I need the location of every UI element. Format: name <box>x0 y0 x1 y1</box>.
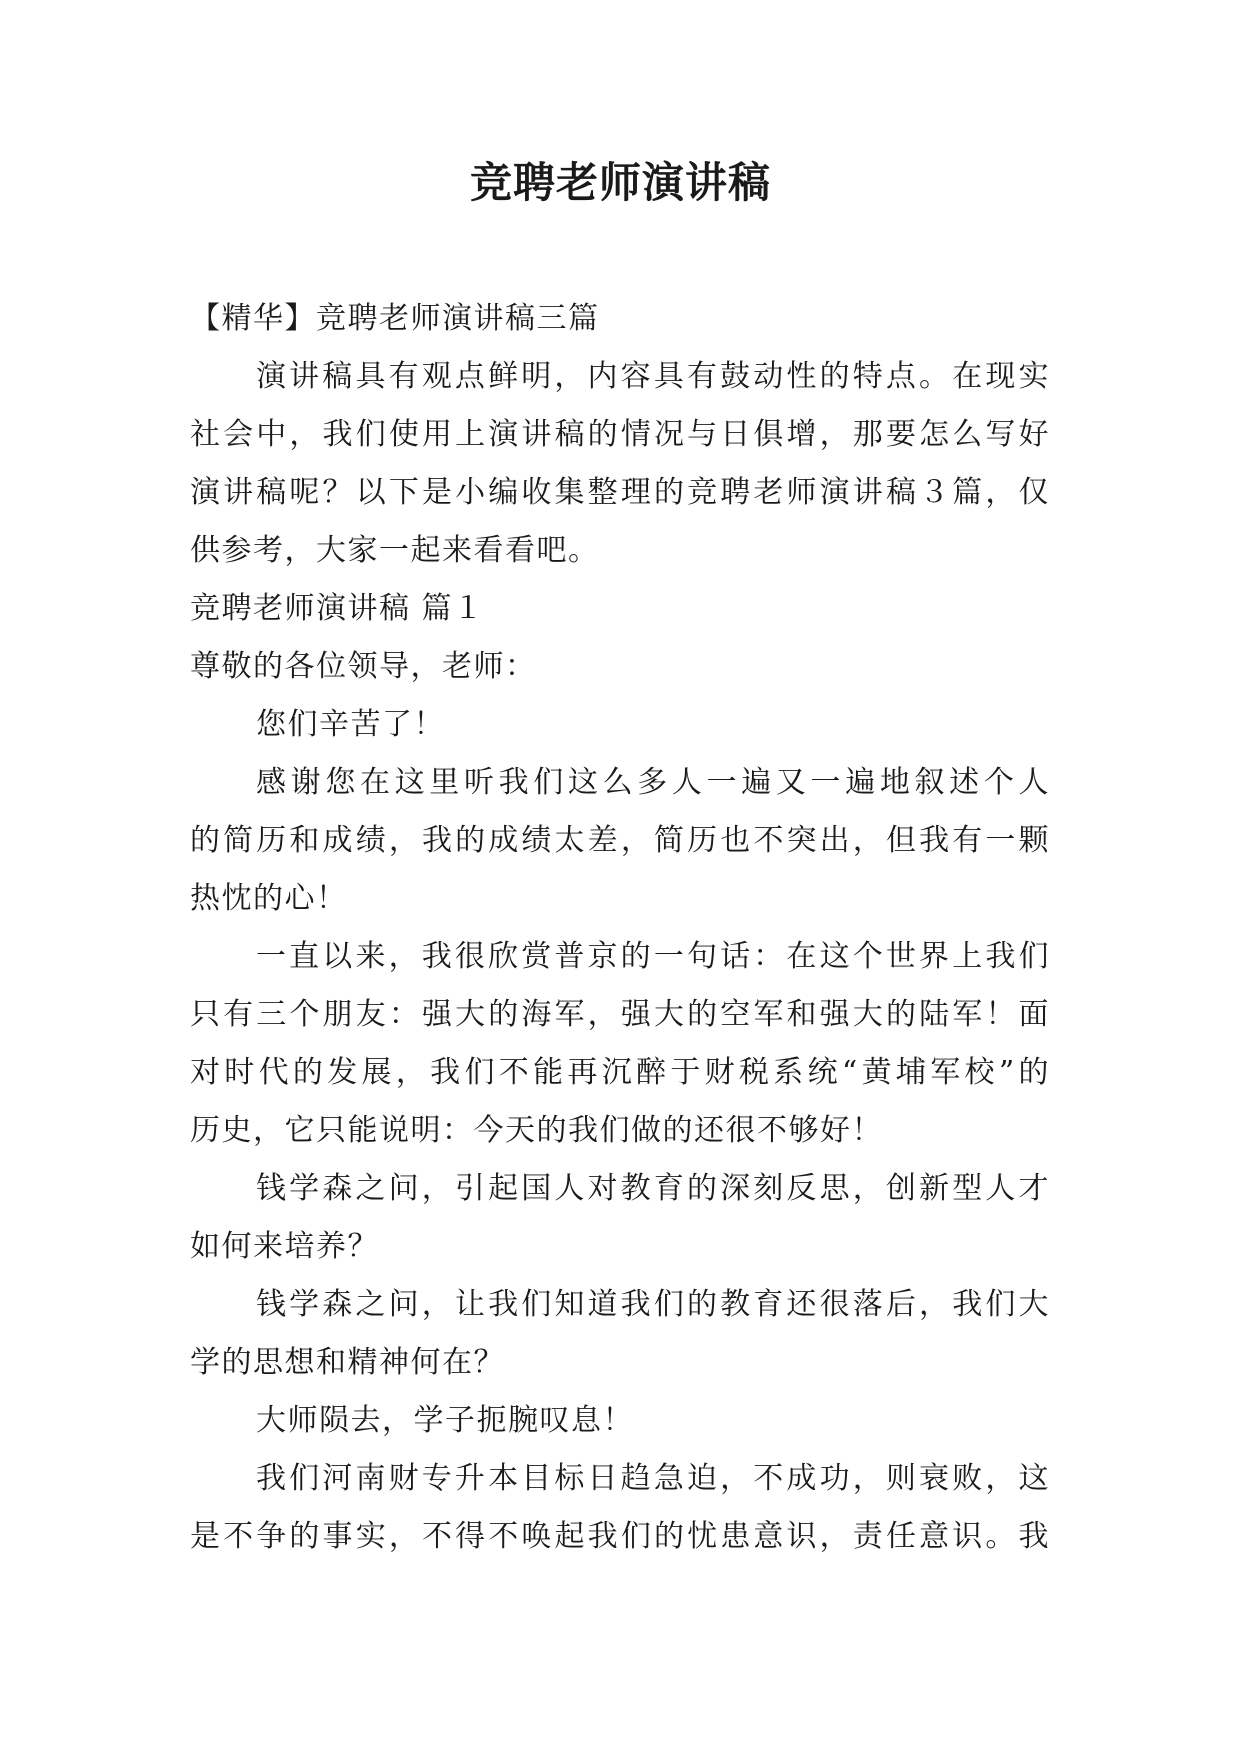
body-line: 的简历和成绩，我的成绩太差，简历也不突出，但我有一颗 <box>190 823 1050 858</box>
body-line: 感谢您在这里听我们这么多人一遍又一遍地叙述个人 <box>256 765 1050 800</box>
body-line: 竞聘老师演讲稿 篇１ <box>190 591 485 626</box>
body-line: 【精华】竞聘老师演讲稿三篇 <box>190 301 600 336</box>
document-title: 竞聘老师演讲稿 <box>469 158 771 207</box>
body-line: 您们辛苦了！ <box>256 707 445 742</box>
body-line: 历史，它只能说明：今天的我们做的还很不够好！ <box>190 1113 883 1148</box>
body-line: 供参考，大家一起来看看吧。 <box>190 533 600 568</box>
body-line: 钱学森之问，引起国人对教育的深刻反思，创新型人才 <box>256 1171 1050 1206</box>
document-body <box>190 290 1050 1566</box>
body-line: 如何来培养？ <box>190 1229 379 1264</box>
body-line: 尊敬的各位领导，老师： <box>190 649 537 684</box>
body-line: 只有三个朋友：强大的海军，强大的空军和强大的陆军！面 <box>190 997 1050 1032</box>
body-line: 演讲稿具有观点鲜明，内容具有鼓动性的特点。在现实 <box>256 359 1050 394</box>
body-line: 社会中，我们使用上演讲稿的情况与日俱增，那要怎么写好 <box>190 417 1050 452</box>
body-line: 大师陨去，学子扼腕叹息！ <box>256 1403 634 1438</box>
body-line: 我们河南财专升本目标日趋急迫，不成功，则衰败，这 <box>256 1461 1050 1496</box>
body-line: 一直以来，我很欣赏普京的一句话：在这个世界上我们 <box>256 939 1050 974</box>
body-line: 钱学森之问，让我们知道我们的教育还很落后，我们大 <box>256 1287 1050 1322</box>
body-line: 是不争的事实，不得不唤起我们的忧患意识，责任意识。我 <box>190 1519 1050 1554</box>
body-line: 学的思想和精神何在？ <box>190 1345 505 1380</box>
body-line: 演讲稿呢？以下是小编收集整理的竞聘老师演讲稿３篇，仅 <box>190 475 1050 510</box>
body-line: 对时代的发展，我们不能再沉醉于财税系统“黄埔军校”的 <box>190 1055 1050 1090</box>
body-line: 热忱的心！ <box>190 881 348 916</box>
